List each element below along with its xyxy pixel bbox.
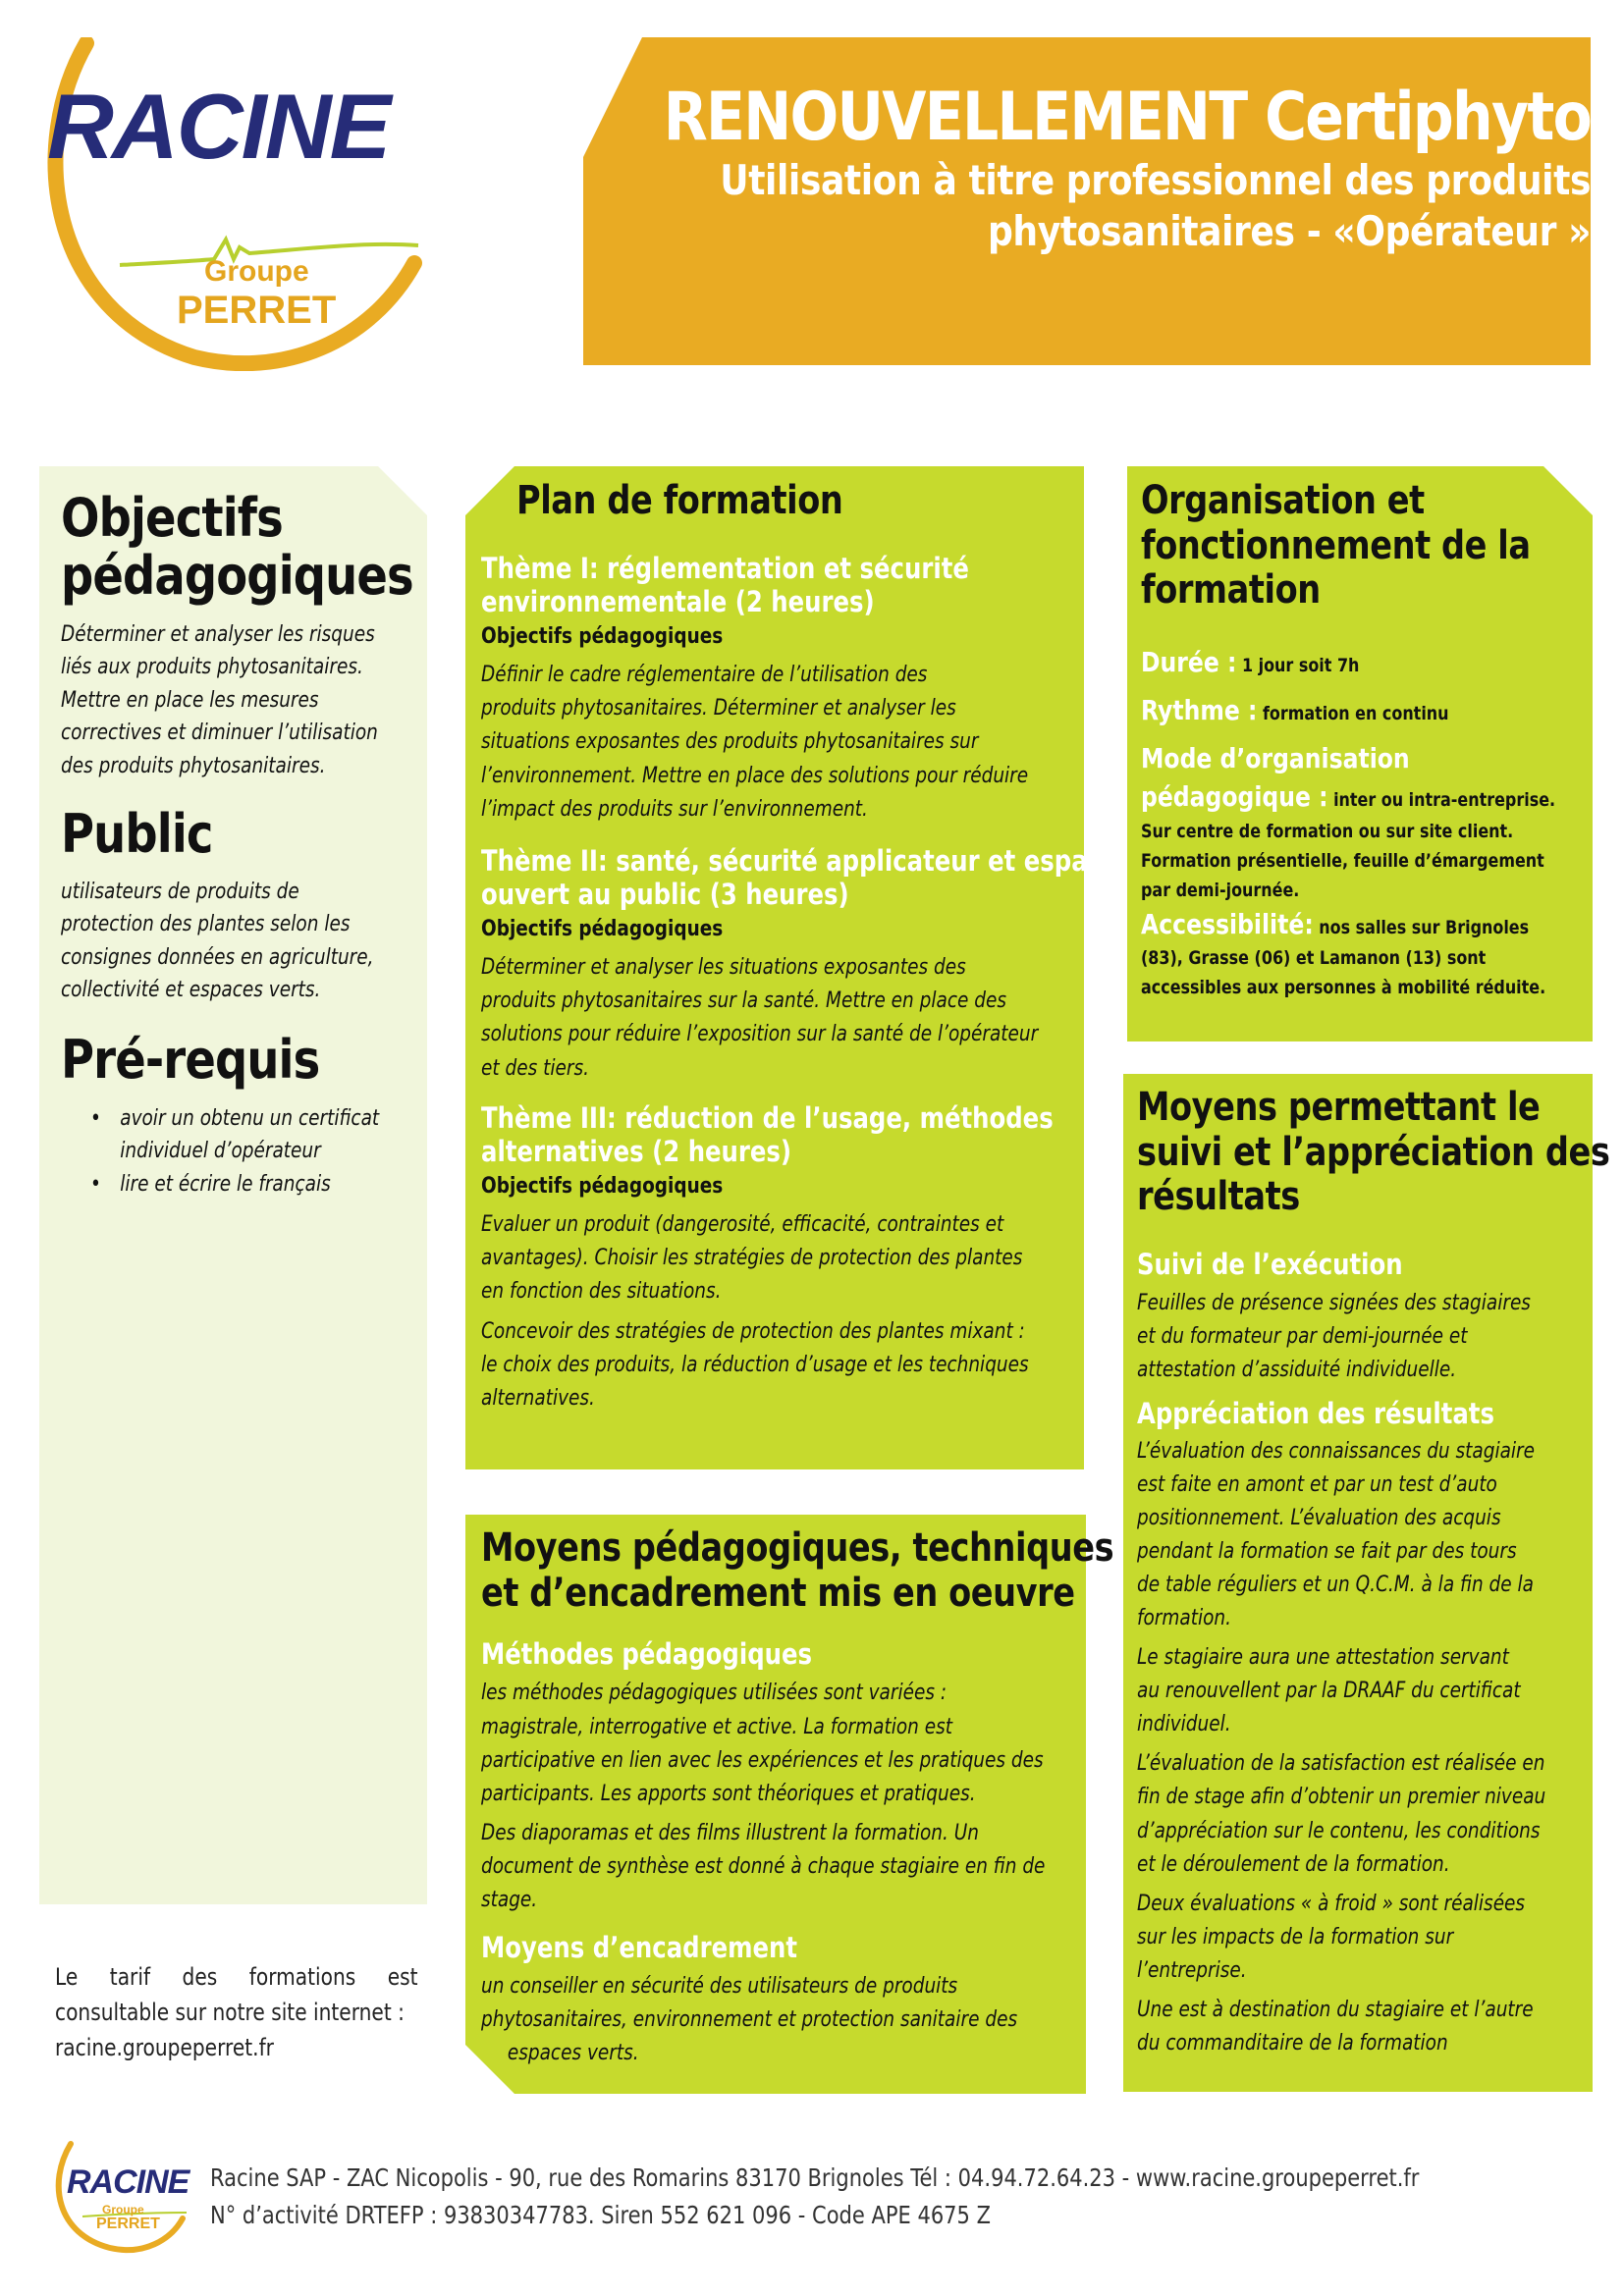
organisation-block: [1141, 479, 1624, 1002]
footer-logo-perret: PERRET: [96, 2216, 160, 2232]
theme2-heading-2: ouvert au public (3 heures): [481, 878, 849, 912]
theme1-heading-1: Thème I: réglementation et sécurité: [481, 552, 969, 585]
appreciation-text: [1137, 1435, 1624, 1636]
text-line: au renouvellent par la DRAAF du certificat: [1137, 1679, 1521, 1704]
text-line: Concevoir des stratégies de protection des plantes mixant :: [481, 1318, 1025, 1344]
mode-value: inter ou intra-entreprise.: [1333, 789, 1556, 812]
objectifs-line: liés aux produits phytosanitaires.: [61, 655, 363, 680]
suivi-title-2: suivi et l’appréciation des: [1137, 1129, 1610, 1175]
methodes-text-2: [481, 1817, 1234, 1917]
text-line: avantages). Choisir les stratégies de protection des plantes: [481, 1246, 1023, 1271]
public-line: utilisateurs de produits de: [61, 880, 299, 904]
text-line: Deux évaluations « à froid » sont réalisées: [1137, 1891, 1526, 1916]
list-item: [90, 1168, 469, 1201]
rythme-label: Rythme :: [1141, 693, 1258, 726]
text-line: par demi-journée.: [1141, 879, 1300, 901]
text-line: individuel.: [1137, 1712, 1231, 1737]
encadrement-heading: Moyens d’encadrement: [481, 1931, 798, 1965]
text-line: du commanditaire de la formation: [1137, 2031, 1448, 2056]
theme3-heading-1: Thème III: réduction de l’usage, méthodes: [481, 1101, 1054, 1135]
text-line: L’évaluation des connaissances du stagiaire: [1137, 1438, 1536, 1464]
prereq-line: • lire et écrire le français: [120, 1171, 331, 1197]
theme3-objectifs-label: Objectifs pédagogiques: [481, 1174, 724, 1200]
access-label: Accessibilité:: [1141, 907, 1314, 940]
text-line: magistrale, interrogative et active. La formation est: [481, 1714, 952, 1739]
appreciation-text-2: [1137, 1641, 1624, 1741]
text-line: alternatives.: [481, 1385, 595, 1411]
text-line: (83), Grasse (06) et Lamanon (13) sont: [1141, 946, 1487, 969]
text-line: les méthodes pédagogiques utilisées sont variées :: [481, 1681, 947, 1706]
text-line: l’environnement. Mettre en place des solutions pour réduire: [481, 763, 1029, 788]
suivi-title-1: Moyens permettant le: [1137, 1085, 1541, 1130]
tarif-line-2: consultable sur notre site internet :: [55, 1999, 405, 2026]
theme2-text: [481, 951, 1239, 1085]
theme1-objectifs-label: Objectifs pédagogiques: [481, 624, 724, 650]
logo-groupe-text: Groupe: [204, 255, 309, 288]
text-line: sur les impacts de la formation sur: [1137, 1924, 1454, 1949]
text-line: formation.: [1137, 1605, 1232, 1630]
text-line: participants. Les apports sont théoriques et pratiques.: [481, 1781, 976, 1806]
appreciation-text-4: [1137, 1888, 1624, 1988]
page-subtitle-1: Utilisation à titre professionnel des produits: [720, 156, 1591, 205]
text-line: d’appréciation sur le contenu, les conditions: [1137, 1818, 1541, 1843]
organisation-title-3: formation: [1141, 567, 1321, 614]
appreciation-text-5: [1137, 1994, 1624, 2060]
text-line: fin de stage afin d’obtenir un premier niveau: [1137, 1785, 1546, 1810]
footer-logo-groupe: Groupe: [102, 2203, 144, 2216]
appreciation-text-3: [1137, 1747, 1624, 1881]
mode-label-text: Mode d’organisation: [1141, 742, 1410, 775]
tarif-word: des: [182, 1963, 218, 1991]
mode-row: [1141, 777, 1555, 816]
text-line: Déterminer et analyser les situations exposantes des: [481, 955, 966, 981]
page-title: RENOUVELLEMENT Certiphyto: [663, 79, 1591, 156]
tarif-link[interactable]: racine.groupeperret.fr: [55, 2034, 274, 2061]
suivi-title-3: résultats: [1137, 1174, 1300, 1220]
execution-heading: Suivi de l’exécution: [1137, 1247, 1403, 1281]
text-line: pendant la formation se fait par des tours: [1137, 1538, 1517, 1564]
objectifs-text: [61, 618, 440, 782]
header-title-block: [513, 80, 1591, 257]
public-line: consignes données en agriculture,: [61, 944, 374, 970]
text-line: produits phytosanitaires sur la santé. Mettre en place des: [481, 988, 1006, 1014]
appreciation-heading: Appréciation des résultats: [1137, 1397, 1494, 1431]
text-line: Le stagiaire aura une attestation servant: [1137, 1645, 1509, 1671]
text-line: est faite en amont et par un test d’auto: [1137, 1471, 1497, 1497]
tarif-word: Le: [55, 1963, 79, 1991]
text-line: l’impact des produits sur l’environnement.: [481, 796, 868, 822]
rythme-row: [1141, 691, 1555, 729]
tarif-word: est: [387, 1963, 418, 1991]
theme1-heading-2: environnementale (2 heures): [481, 585, 875, 619]
access-text: [1141, 943, 1624, 1002]
footer-logo-racine: RACINE: [67, 2163, 189, 2201]
text-line: le choix des produits, la réduction d’usage et les techniques: [481, 1352, 1029, 1377]
text-line: phytosanitaires, environnement et protection sanitaire des: [481, 2007, 1018, 2033]
text-line: solutions pour réduire l’exposition sur la santé de l’opérateur: [481, 1022, 1039, 1047]
text-line: positionnement. L’évaluation des acquis: [1137, 1505, 1501, 1530]
methodes-heading: Méthodes pédagogiques: [481, 1637, 813, 1672]
text-line: situations exposantes des produits phytosanitaires sur: [481, 729, 979, 755]
footer-address: Racine SAP - ZAC Nicopolis - 90, rue des Romarins 83170 Brignoles Tél : 04.94.72.64.23 - www.racine.groupeperret.fr: [210, 2163, 1420, 2192]
public-heading: Public: [61, 803, 213, 865]
footer-registration: N° d’activité DRTEFP : 93830347783. Siren 552 621 096 - Code APE 4675 Z: [210, 2200, 991, 2229]
prereq-line: individuel d’opérateur: [120, 1139, 321, 1164]
theme1-block: [481, 552, 1132, 827]
moyens-block: [481, 1526, 1234, 2071]
theme2-block: [481, 844, 1239, 1086]
prereq-line: • avoir un obtenu un certificat: [120, 1106, 380, 1131]
prerequis-heading: Pré-requis: [61, 1029, 320, 1091]
execution-text: [1137, 1287, 1624, 1387]
suivi-block: [1137, 1086, 1624, 2060]
encadrement-text: [481, 1970, 1234, 2070]
plan-title: Plan de formation: [516, 478, 843, 523]
theme2-objectifs-label: Objectifs pédagogiques: [481, 917, 724, 942]
organisation-title-1: Organisation et: [1141, 478, 1425, 523]
text-line: Définir le cadre réglementaire de l’utilisation des: [481, 663, 928, 688]
public-line: protection des plantes selon les: [61, 912, 351, 937]
text-line: Formation présentielle, feuille d’émargement: [1141, 849, 1544, 872]
duree-row: [1141, 643, 1555, 681]
text-line: attestation d’assiduité individuelle.: [1137, 1358, 1457, 1383]
text-line: Evaluer un produit (dangerosité, efficacité, contraintes et: [481, 1212, 1004, 1238]
text-line: Des diaporamas et des films illustrent la formation. Un: [481, 1820, 979, 1845]
theme3-text: [481, 1208, 1163, 1308]
mode-text: [1141, 817, 1624, 905]
footer-text: [210, 2160, 1624, 2233]
list-item: [90, 1102, 469, 1168]
moyens-title-1: Moyens pédagogiques, techniques: [481, 1525, 1114, 1571]
objectifs-line: des produits phytosanitaires.: [61, 753, 326, 778]
text-line: Feuilles de présence signées des stagiaires: [1137, 1291, 1531, 1315]
prerequis-list: [90, 1102, 469, 1201]
text-line: de table réguliers et un Q.C.M. à la fin de la: [1137, 1572, 1534, 1597]
text-line: document de synthèse est donné à chaque stagiaire en fin de: [481, 1853, 1046, 1879]
public-text: [61, 876, 440, 1007]
objectifs-heading-2: pédagogiques: [61, 545, 413, 607]
tarif-note: [55, 1959, 418, 2065]
public-line: collectivité et espaces verts.: [61, 978, 321, 1003]
theme3-block: [481, 1101, 1163, 1415]
access-value: nos salles sur Brignoles: [1319, 916, 1530, 938]
moyens-title-2: et d’encadrement mis en oeuvre: [481, 1570, 1075, 1616]
access-row: [1141, 905, 1555, 943]
duree-label: Durée :: [1141, 645, 1237, 678]
text-line: espaces verts.: [507, 2041, 639, 2066]
organisation-title-2: fonctionnement de la: [1141, 522, 1531, 568]
text-line: un conseiller en sécurité des utilisateurs de produits: [481, 1974, 958, 2000]
text-line: et des tiers.: [481, 1055, 589, 1081]
text-line: accessibles aux personnes à mobilité réduite.: [1141, 976, 1546, 998]
objectifs-line: correctives et diminuer l’utilisation: [61, 721, 378, 746]
theme3-heading-2: alternatives (2 heures): [481, 1135, 792, 1169]
text-line: et du formateur par demi-journée et: [1137, 1324, 1468, 1350]
logo-racine-text: RACINE: [47, 75, 390, 178]
objectifs-line: Mettre en place les mesures: [61, 687, 319, 713]
text-line: Une est à destination du stagiaire et l’autre: [1137, 1998, 1534, 2022]
tarif-line-1: [55, 1959, 418, 1995]
text-line: produits phytosanitaires. Déterminer et analyser les: [481, 696, 956, 721]
duree-value: 1 jour soit 7h: [1241, 654, 1360, 676]
text-line: Sur centre de formation ou sur site client.: [1141, 820, 1514, 842]
objectifs-heading-1: Objectifs: [61, 487, 283, 549]
methodes-text: [481, 1677, 1234, 1810]
theme1-text: [481, 659, 1132, 826]
mode-label-2: pédagogique :: [1141, 780, 1328, 814]
objectifs-line: Déterminer et analyser les risques: [61, 622, 375, 647]
theme3-text-2: [481, 1315, 1163, 1415]
text-line: l’entreprise.: [1137, 1957, 1247, 1983]
logo-perret-text: PERRET: [177, 289, 337, 332]
rythme-value: formation en continu: [1262, 702, 1449, 724]
page-subtitle-2: phytosanitaires - «Opérateur »: [987, 207, 1591, 256]
text-line: participative en lien avec les expériences et les pratiques des: [481, 1747, 1044, 1773]
mode-label-1: [1141, 739, 1555, 777]
text-line: L’évaluation de la satisfaction est réalisée en: [1137, 1751, 1545, 1777]
text-line: en fonction des situations.: [481, 1279, 722, 1305]
tarif-word: formations: [248, 1963, 356, 1991]
text-line: stage.: [481, 1887, 538, 1912]
theme2-heading-1: Thème II: santé, sécurité applicateur et espace: [481, 844, 1118, 878]
text-line: et le déroulement de la formation.: [1137, 1851, 1450, 1877]
tarif-word: tarif: [109, 1963, 151, 1991]
